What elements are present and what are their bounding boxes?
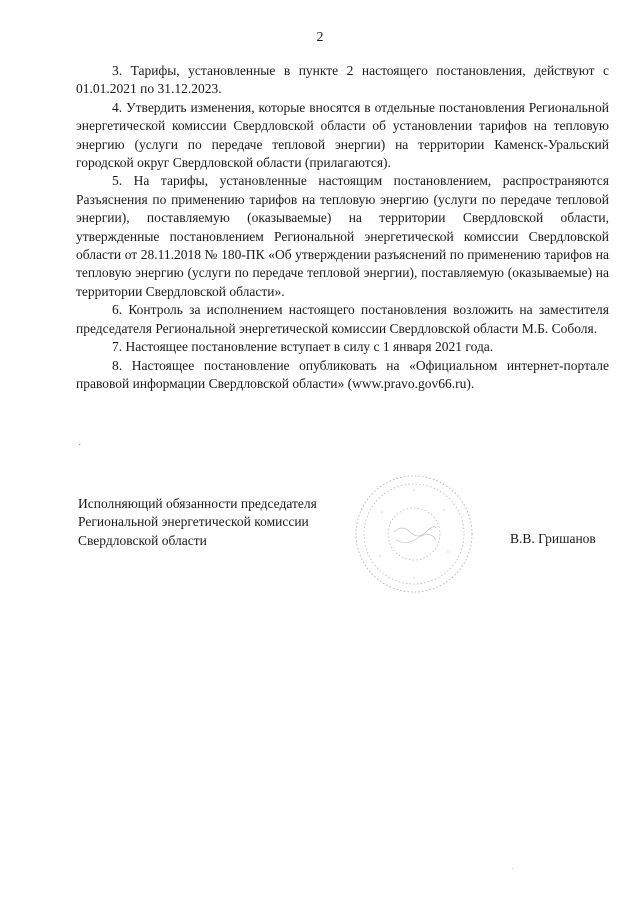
document-body xyxy=(76,62,609,393)
signature-title-line-3: Свердловской области xyxy=(78,532,207,548)
official-seal-stamp xyxy=(352,472,476,596)
paragraph-7: 7. Настоящее постановление вступает в силу с 1 января 2021 года. xyxy=(112,339,494,355)
page-number: 2 xyxy=(316,30,324,45)
paragraph-5: 5. На тарифы, установленные настоящим постановлением, распространяются Разъяснения по применению тарифов на тепловую энергию (услуги по передаче тепловой энергии), поставляемую (оказываемые) на территории Свердловской области, утвержденные постановлением Региональной энергетической комиссии Свердловской области от 28.11.2018 № 180-ПК «Об утверждении разъяснений по применению тарифов на тепловую энергию (услуги по передаче тепловой энергии), поставляемую (оказываемые) на территории Свердловской области». xyxy=(76,173,609,299)
paragraph-4: 4. Утвердить изменения, которые вносятся в отдельные постановления Региональной энергетической комиссии Свердловской области об установлении тарифов на тепловую энергию (услуги по передаче тепловой энергии) на территории Каменск-Уральский городской округ Свердловской области (прилагаются). xyxy=(76,99,609,171)
scan-speck: · xyxy=(78,440,82,451)
paragraph-3: 3. Тарифы, установленные в пункте 2 настоящего постановления, действуют с 01.01.2021 по 31.12.2023. xyxy=(76,63,609,97)
signature-title-line-1: Исполняющий обязанности председателя xyxy=(78,496,317,511)
paragraph-8: 8. Настоящее постановление опубликовать на «Официальном интернет-портале правовой информации Свердловской области» (www.pravo.gov66.ru). xyxy=(76,357,609,391)
scan-corner-mark: . xyxy=(512,862,514,871)
signature-title-line-2: Региональной энергетической комиссии xyxy=(78,514,309,530)
paragraph-6: 6. Контроль за исполнением настоящего постановления возложить на заместителя председателя Региональной энергетической комиссии Свердловской области М.Б. Соболя. xyxy=(76,302,609,336)
signatory-name: В.В. Гришанов xyxy=(510,531,596,546)
